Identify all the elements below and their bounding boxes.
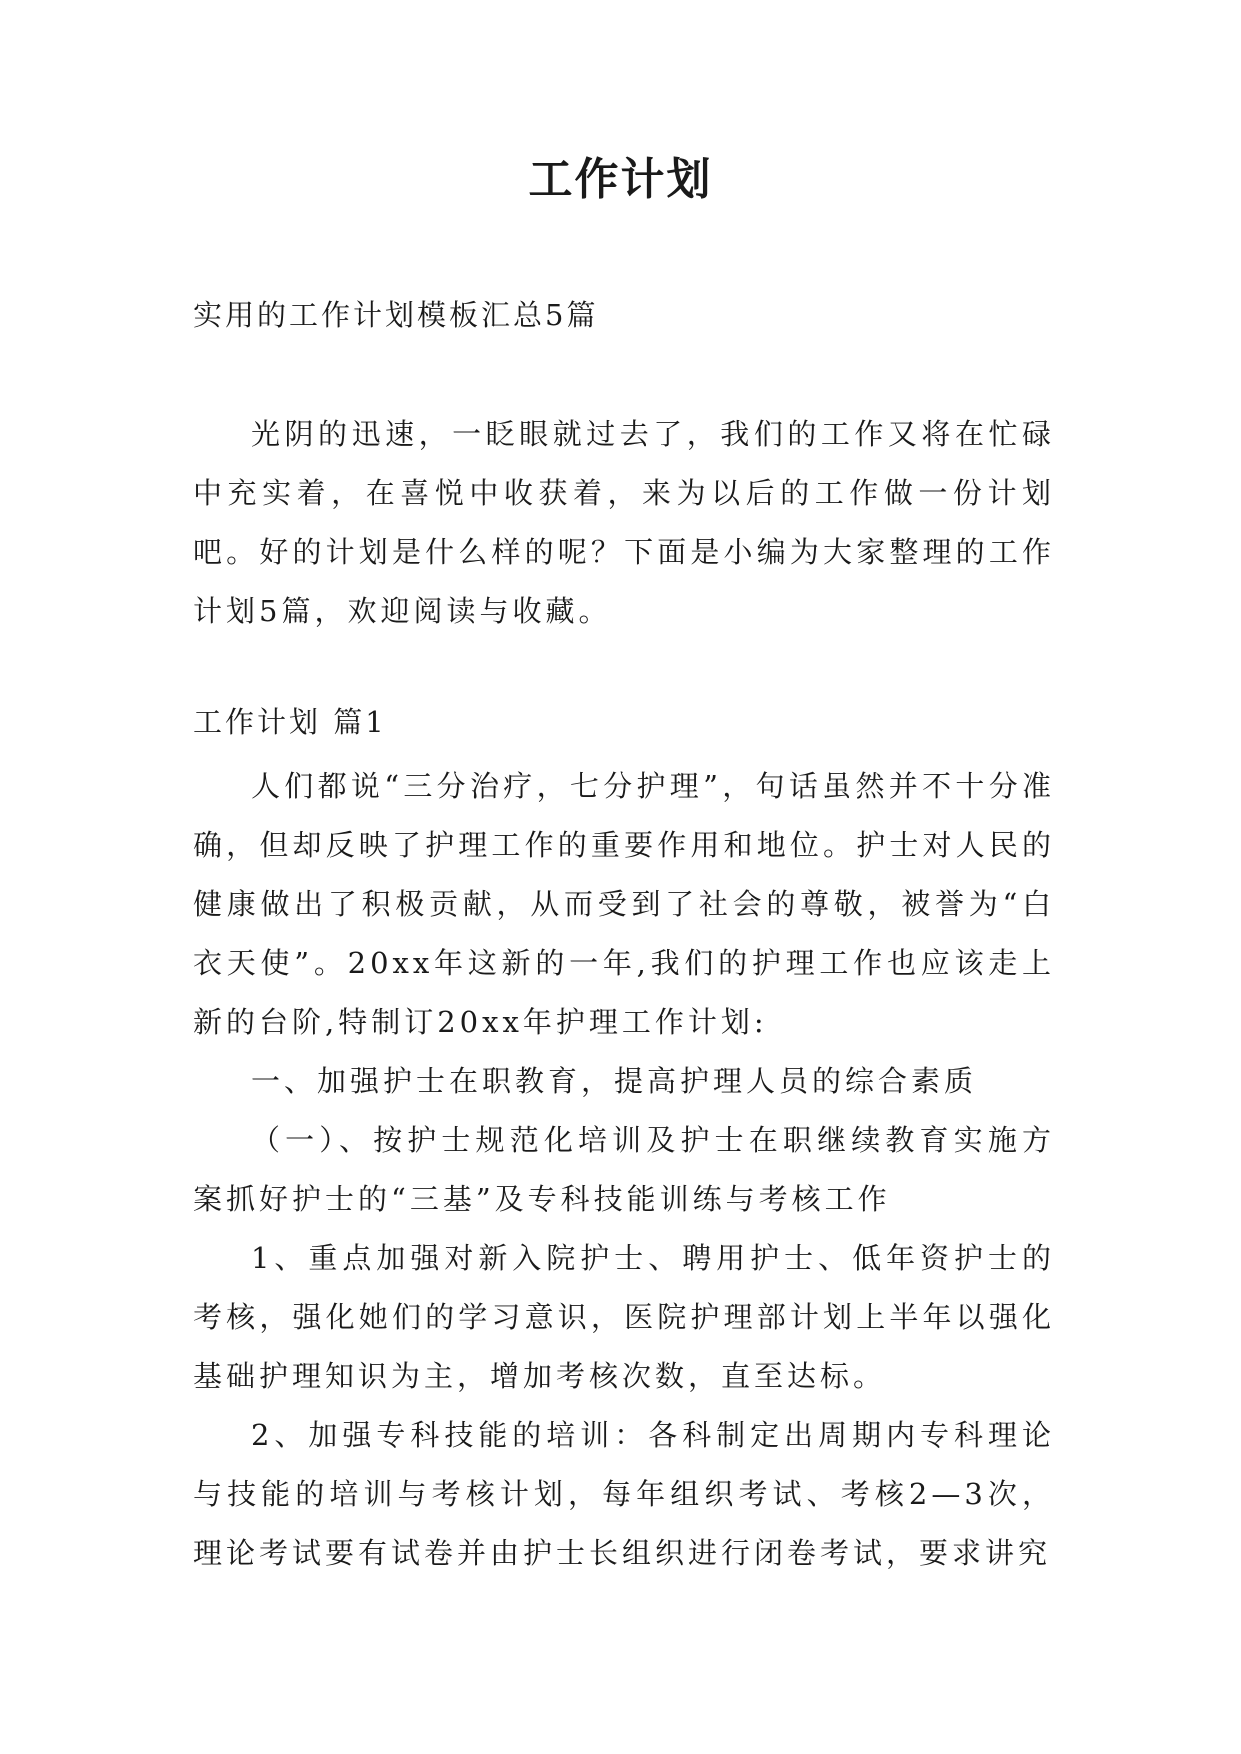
- body-paragraph-4: 1、重点加强对新入院护士、聘用护士、低年资护士的考核，强化她们的学习意识，医院护理部计划上半年以强化基础护理知识为主，增加考核次数，直至达标。: [193, 1241, 1055, 1393]
- document-subtitle: 实用的工作计划模板汇总5篇: [193, 298, 599, 332]
- intro-paragraph: 光阴的迅速，一眨眼就过去了，我们的工作又将在忙碌中充实着，在喜悦中收获着，来为以后的工作做一份计划吧。好的计划是什么样的呢？下面是小编为大家整理的工作计划5篇，欢迎阅读与收藏。: [193, 417, 1055, 628]
- body-paragraph-1: 人们都说“三分治疗，七分护理”，句话虽然并不十分准确，但却反映了护理工作的重要作用和地位。护士对人民的健康做出了积极贡献，从而受到了社会的尊敬，被誉为“白衣天使”。20xx年这新的一年,我们的护理工作也应该走上新的台阶,特制订20xx年护理工作计划:: [193, 769, 1055, 1039]
- intro-block: [193, 405, 1055, 641]
- body-paragraph-5: 2、加强专科技能的培训：各科制定出周期内专科理论与技能的培训与考核计划，每年组织考试、考核2—3次，理论考试要有试卷并由护士长组织进行闭卷考试，要求讲究: [193, 1418, 1055, 1570]
- body-paragraph-3: （一）、按护士规范化培训及护士在职继续教育实施方案抓好护士的“三基”及专科技能训练与考核工作: [193, 1123, 1055, 1216]
- document-title: 工作计划: [528, 154, 713, 205]
- section-body: [193, 757, 1055, 1583]
- section-heading: 工作计划 篇1: [193, 705, 387, 739]
- body-paragraph-2: 一、加强护士在职教育，提高护理人员的综合素质: [251, 1064, 978, 1098]
